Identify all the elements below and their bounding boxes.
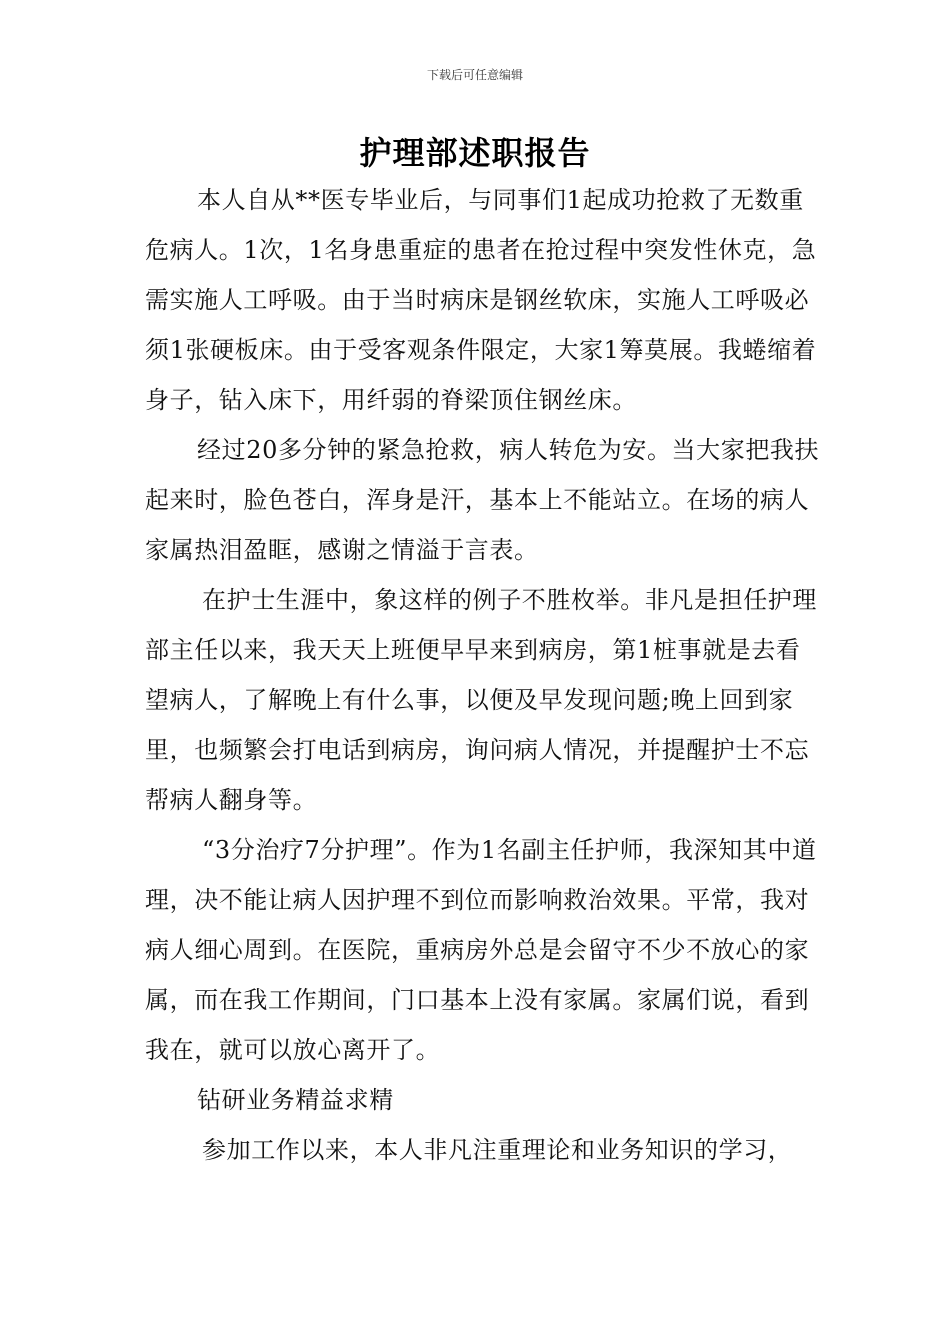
paragraph-4: “3分治疗7分护理”。作为1名副主任护师，我深知其中道理，决不能让病人因护理不到位而影响救治效果。平常，我对病人细心周到。在医院，重病房外总是会留守不少不放心的家属，而在我工作期间，门口基本上没有家属。家属们说，看到我在，就可以放心离开了。 <box>145 836 817 1064</box>
section-heading: 钻研业务精益求精 <box>197 1086 394 1114</box>
paragraph-3: 在护士生涯中，象这样的例子不胜枚举。非凡是担任护理部主任以来，我天天上班便早早来到病房，第1桩事就是去看望病人，了解晚上有什么事，以便及早发现问题;晚上回到家里，也频繁会打电话到病房，询问病人情况，并提醒护士不忘帮病人翻身等。 <box>145 586 817 814</box>
document-body <box>145 175 825 1175</box>
paragraph-2: 经过20多分钟的紧急抢救，病人转危为安。当大家把我扶起来时，脸色苍白，浑身是汗，基本上不能站立。在场的病人家属热泪盈眶，感谢之情溢于言表。 <box>145 436 820 564</box>
paragraph-5: 参加工作以来，本人非凡注重理论和业务知识的学习， <box>202 1136 793 1164</box>
paragraph-1: 本人自从**医专毕业后，与同事们1起成功抢救了无数重危病人。1次，1名身患重症的患者在抢过程中突发性休克，急需实施人工呼吸。由于当时病床是钢丝软床，实施人工呼吸必须1张硬板床。由于受客观条件限定，大家1筹莫展。我蜷缩着身子，钻入床下，用纤弱的脊梁顶住钢丝床。 <box>145 186 817 414</box>
page-title: 护理部述职报告 <box>359 134 591 172</box>
header-note: 下载后可任意编辑 <box>426 68 523 82</box>
